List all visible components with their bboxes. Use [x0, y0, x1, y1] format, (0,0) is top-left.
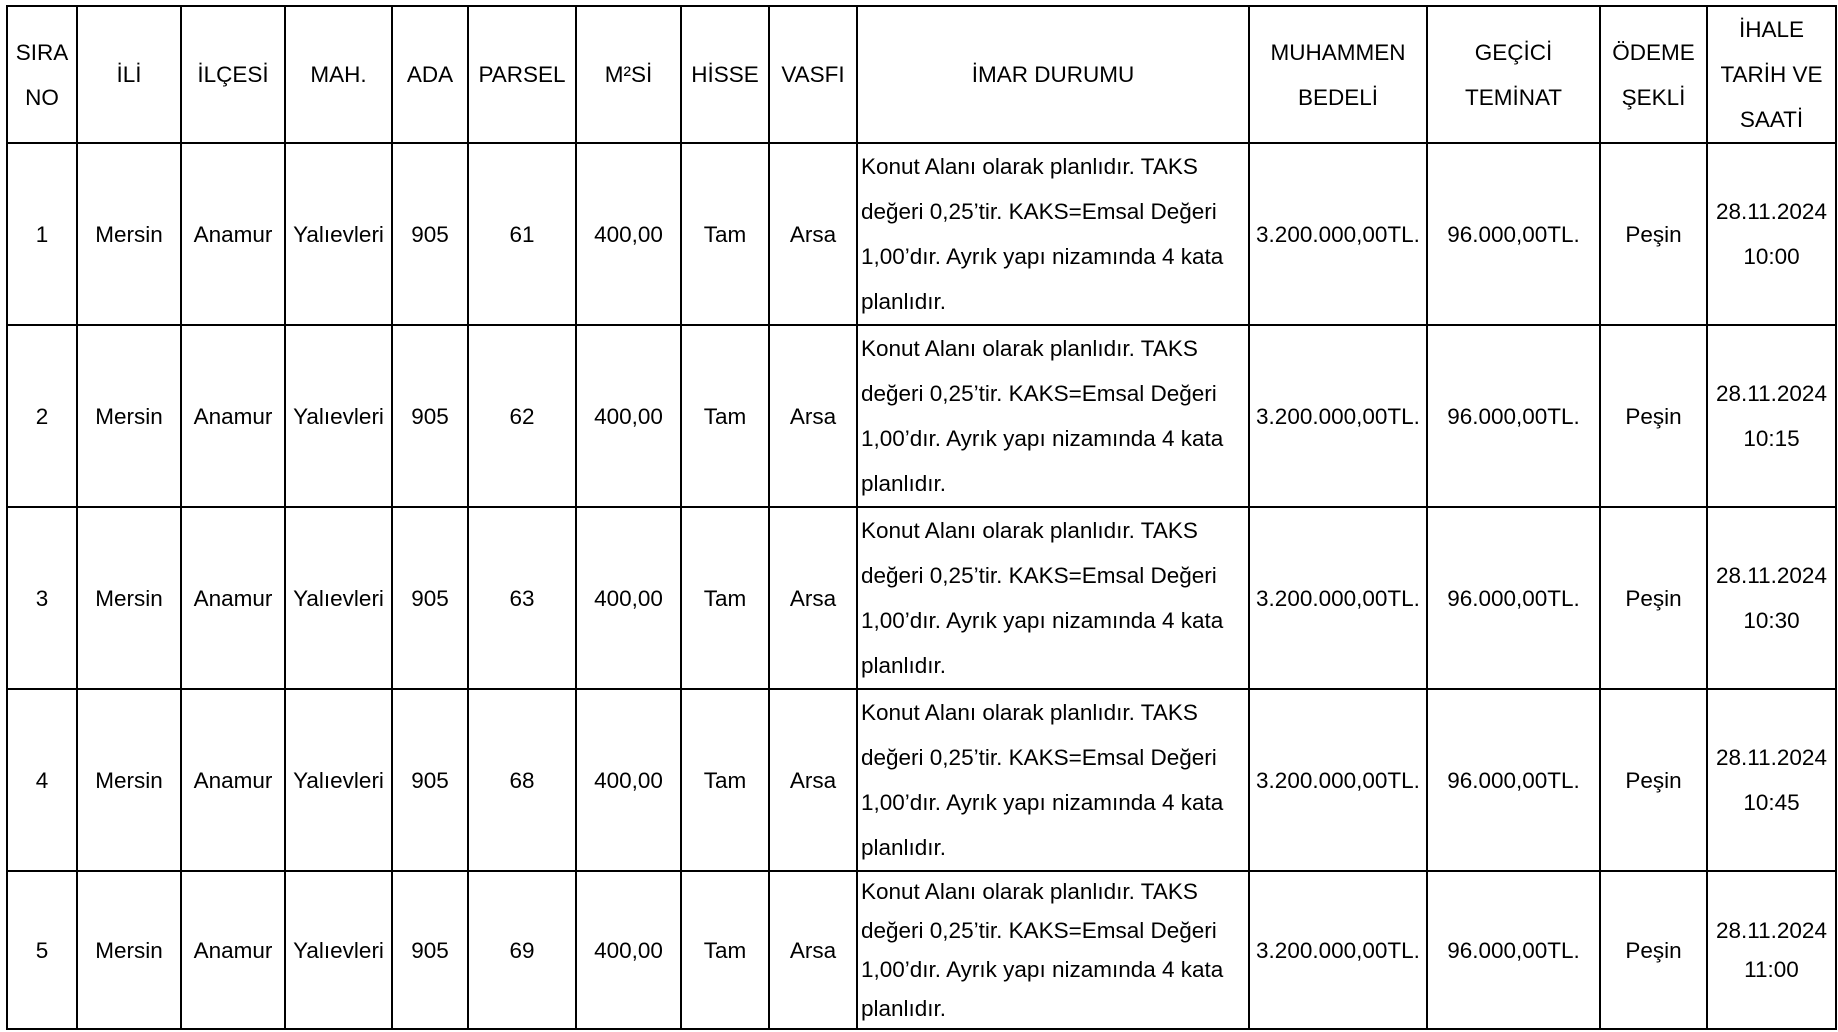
cell-imar: Konut Alanı olarak planlıdır. TAKS değeri 0,25’tir. KAKS=Emsal Değeri 1,00’dır. Ayrık yapı nizamında 4 kata planlıdır. [857, 143, 1249, 325]
cell-teminat: 96.000,00TL. [1427, 507, 1600, 689]
cell-hisse: Tam [681, 325, 769, 507]
table-row [7, 325, 1836, 507]
tender-table [6, 5, 1837, 1030]
cell-ilcesi: Anamur [181, 325, 285, 507]
header-odeme: ÖDEME ŞEKLİ [1600, 6, 1707, 143]
cell-parsel: 62 [468, 325, 576, 507]
cell-vasfi: Arsa [769, 143, 857, 325]
header-sira: SIRA NO [7, 6, 77, 143]
header-muhammen: MUHAMMEN BEDELİ [1249, 6, 1427, 143]
cell-vasfi: Arsa [769, 325, 857, 507]
cell-ada: 905 [392, 689, 468, 871]
cell-muhammen: 3.200.000,00TL. [1249, 507, 1427, 689]
cell-parsel: 61 [468, 143, 576, 325]
cell-tarih: 28.11.2024 11:00 [1707, 871, 1836, 1029]
cell-hisse: Tam [681, 689, 769, 871]
table-row [7, 143, 1836, 325]
cell-ili: Mersin [77, 143, 181, 325]
header-tarih: İHALE TARİH VE SAATİ [1707, 6, 1836, 143]
header-mah: MAH. [285, 6, 392, 143]
cell-ili: Mersin [77, 325, 181, 507]
header-hisse: HİSSE [681, 6, 769, 143]
cell-teminat: 96.000,00TL. [1427, 143, 1600, 325]
cell-ili: Mersin [77, 507, 181, 689]
cell-hisse: Tam [681, 507, 769, 689]
header-ili: İLİ [77, 6, 181, 143]
header-ilcesi: İLÇESİ [181, 6, 285, 143]
cell-tarih: 28.11.2024 10:30 [1707, 507, 1836, 689]
cell-mah: Yalıevleri [285, 507, 392, 689]
cell-sira: 2 [7, 325, 77, 507]
cell-odeme: Peşin [1600, 871, 1707, 1029]
cell-ilcesi: Anamur [181, 871, 285, 1029]
cell-ilcesi: Anamur [181, 507, 285, 689]
cell-sira: 5 [7, 871, 77, 1029]
cell-muhammen: 3.200.000,00TL. [1249, 871, 1427, 1029]
table-row [7, 871, 1836, 1029]
cell-ada: 905 [392, 871, 468, 1029]
cell-parsel: 63 [468, 507, 576, 689]
cell-hisse: Tam [681, 871, 769, 1029]
cell-sira: 3 [7, 507, 77, 689]
cell-teminat: 96.000,00TL. [1427, 871, 1600, 1029]
cell-imar: Konut Alanı olarak planlıdır. TAKS değeri 0,25’tir. KAKS=Emsal Değeri 1,00’dır. Ayrık yapı nizamında 4 kata planlıdır. [857, 689, 1249, 871]
cell-m2: 400,00 [576, 507, 681, 689]
cell-ada: 905 [392, 325, 468, 507]
cell-odeme: Peşin [1600, 507, 1707, 689]
cell-sira: 4 [7, 689, 77, 871]
cell-mah: Yalıevleri [285, 871, 392, 1029]
cell-muhammen: 3.200.000,00TL. [1249, 689, 1427, 871]
cell-ilcesi: Anamur [181, 689, 285, 871]
header-m2: M²Sİ [576, 6, 681, 143]
header-imar: İMAR DURUMU [857, 6, 1249, 143]
cell-parsel: 68 [468, 689, 576, 871]
cell-m2: 400,00 [576, 689, 681, 871]
cell-tarih: 28.11.2024 10:15 [1707, 325, 1836, 507]
cell-odeme: Peşin [1600, 325, 1707, 507]
cell-ada: 905 [392, 507, 468, 689]
cell-ili: Mersin [77, 871, 181, 1029]
header-teminat: GEÇİCİ TEMİNAT [1427, 6, 1600, 143]
cell-sira: 1 [7, 143, 77, 325]
cell-odeme: Peşin [1600, 143, 1707, 325]
cell-vasfi: Arsa [769, 507, 857, 689]
header-ada: ADA [392, 6, 468, 143]
cell-mah: Yalıevleri [285, 143, 392, 325]
cell-parsel: 69 [468, 871, 576, 1029]
cell-imar: Konut Alanı olarak planlıdır. TAKS değeri 0,25’tir. KAKS=Emsal Değeri 1,00’dır. Ayrık yapı nizamında 4 kata planlıdır. [857, 871, 1249, 1029]
cell-m2: 400,00 [576, 871, 681, 1029]
cell-mah: Yalıevleri [285, 325, 392, 507]
cell-ilcesi: Anamur [181, 143, 285, 325]
cell-tarih: 28.11.2024 10:45 [1707, 689, 1836, 871]
cell-hisse: Tam [681, 143, 769, 325]
cell-m2: 400,00 [576, 143, 681, 325]
header-vasfi: VASFI [769, 6, 857, 143]
cell-imar: Konut Alanı olarak planlıdır. TAKS değeri 0,25’tir. KAKS=Emsal Değeri 1,00’dır. Ayrık yapı nizamında 4 kata planlıdır. [857, 325, 1249, 507]
cell-odeme: Peşin [1600, 689, 1707, 871]
table-row [7, 689, 1836, 871]
cell-m2: 400,00 [576, 325, 681, 507]
cell-muhammen: 3.200.000,00TL. [1249, 143, 1427, 325]
cell-teminat: 96.000,00TL. [1427, 689, 1600, 871]
cell-vasfi: Arsa [769, 871, 857, 1029]
header-parsel: PARSEL [468, 6, 576, 143]
cell-mah: Yalıevleri [285, 689, 392, 871]
cell-ili: Mersin [77, 689, 181, 871]
cell-teminat: 96.000,00TL. [1427, 325, 1600, 507]
cell-vasfi: Arsa [769, 689, 857, 871]
cell-muhammen: 3.200.000,00TL. [1249, 325, 1427, 507]
cell-imar: Konut Alanı olarak planlıdır. TAKS değeri 0,25’tir. KAKS=Emsal Değeri 1,00’dır. Ayrık yapı nizamında 4 kata planlıdır. [857, 507, 1249, 689]
header-row [7, 6, 1836, 143]
table-row [7, 507, 1836, 689]
cell-ada: 905 [392, 143, 468, 325]
cell-tarih: 28.11.2024 10:00 [1707, 143, 1836, 325]
